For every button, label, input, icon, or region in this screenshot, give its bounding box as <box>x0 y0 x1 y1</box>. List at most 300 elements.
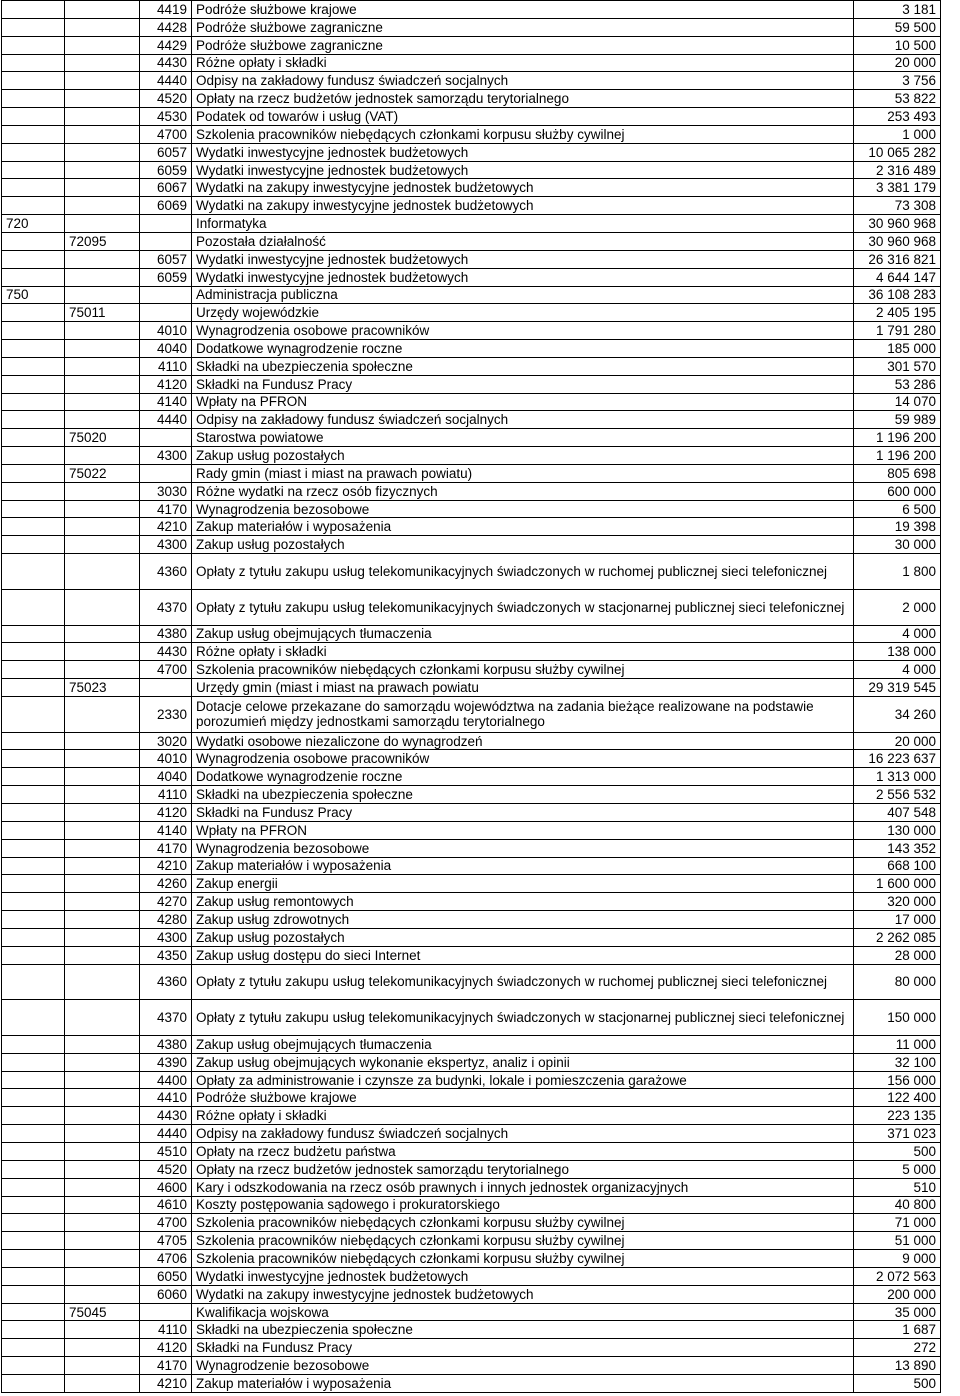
amount-cell: 30 000 <box>854 536 941 554</box>
amount-cell: 4 000 <box>854 625 941 643</box>
description-cell: Wynagrodzenia osobowe pracowników <box>192 750 854 768</box>
paragraf-cell: 4110 <box>140 786 192 804</box>
table-row <box>2 72 941 90</box>
table-row <box>2 1303 941 1321</box>
dzial-cell <box>2 786 65 804</box>
rozdzial-cell <box>65 643 140 661</box>
table-row <box>2 1053 941 1071</box>
description-cell: Zakup usług obejmujących wykonanie ekspertyz, analiz i opinii <box>192 1053 854 1071</box>
amount-cell: 253 493 <box>854 108 941 126</box>
rozdzial-cell <box>65 54 140 72</box>
dzial-cell <box>2 696 65 732</box>
description-cell: Opłaty na rzecz budżetów jednostek samorządu terytorialnego <box>192 90 854 108</box>
amount-cell: 301 570 <box>854 357 941 375</box>
paragraf-cell: 4429 <box>140 36 192 54</box>
table-row <box>2 1160 941 1178</box>
dzial-cell <box>2 1178 65 1196</box>
paragraf-cell <box>140 215 192 233</box>
amount-cell: 59 989 <box>854 411 941 429</box>
description-cell: Wpłaty na PFRON <box>192 821 854 839</box>
rozdzial-cell <box>65 357 140 375</box>
description-cell: Wydatki osobowe niezaliczone do wynagrodzeń <box>192 732 854 750</box>
amount-cell: 200 000 <box>854 1285 941 1303</box>
dzial-cell <box>2 268 65 286</box>
dzial-cell <box>2 1160 65 1178</box>
dzial-cell <box>2 304 65 322</box>
dzial-cell <box>2 429 65 447</box>
paragraf-cell: 4520 <box>140 1160 192 1178</box>
table-row <box>2 232 941 250</box>
description-cell: Składki na Fundusz Pracy <box>192 803 854 821</box>
amount-cell: 320 000 <box>854 893 941 911</box>
table-row <box>2 857 941 875</box>
paragraf-cell <box>140 1303 192 1321</box>
paragraf-cell: 4380 <box>140 625 192 643</box>
amount-cell: 185 000 <box>854 340 941 358</box>
paragraf-cell: 4260 <box>140 875 192 893</box>
description-cell: Zakup usług obejmujących tłumaczenia <box>192 625 854 643</box>
amount-cell: 30 960 968 <box>854 215 941 233</box>
dzial-cell <box>2 768 65 786</box>
dzial-cell <box>2 554 65 590</box>
rozdzial-cell <box>65 768 140 786</box>
paragraf-cell: 4370 <box>140 1000 192 1036</box>
amount-cell: 2 316 489 <box>854 161 941 179</box>
paragraf-cell: 4040 <box>140 768 192 786</box>
rozdzial-cell <box>65 964 140 1000</box>
amount-cell: 3 756 <box>854 72 941 90</box>
description-cell: Różne opłaty i składki <box>192 643 854 661</box>
rozdzial-cell: 75020 <box>65 429 140 447</box>
rozdzial-cell <box>65 1250 140 1268</box>
rozdzial-cell <box>65 1089 140 1107</box>
description-cell: Opłaty z tytułu zakupu usług telekomunikacyjnych świadczonych w ruchomej publicznej sieci telefonicznej <box>192 964 854 1000</box>
paragraf-cell: 4610 <box>140 1196 192 1214</box>
rozdzial-cell <box>65 1053 140 1071</box>
rozdzial-cell <box>65 911 140 929</box>
rozdzial-cell <box>65 18 140 36</box>
description-cell: Opłaty z tytułu zakupu usług telekomunikacyjnych świadczonych w stacjonarnej publicznej sieci telefonicznej <box>192 589 854 625</box>
description-cell: Zakup usług zdrowotnych <box>192 911 854 929</box>
paragraf-cell: 4040 <box>140 340 192 358</box>
amount-cell: 28 000 <box>854 946 941 964</box>
paragraf-cell: 4170 <box>140 1357 192 1375</box>
paragraf-cell: 4010 <box>140 750 192 768</box>
amount-cell: 2 000 <box>854 589 941 625</box>
rozdzial-cell <box>65 268 140 286</box>
paragraf-cell: 4700 <box>140 1214 192 1232</box>
dzial-cell <box>2 518 65 536</box>
dzial-cell <box>2 322 65 340</box>
description-cell: Podróże służbowe krajowe <box>192 1 854 19</box>
rozdzial-cell: 72095 <box>65 232 140 250</box>
paragraf-cell: 4430 <box>140 54 192 72</box>
rozdzial-cell <box>65 340 140 358</box>
paragraf-cell: 6060 <box>140 1285 192 1303</box>
table-row <box>2 875 941 893</box>
description-cell: Opłaty za administrowanie i czynsze za budynki, lokale i pomieszczenia garażowe <box>192 1071 854 1089</box>
description-cell: Odpisy na zakładowy fundusz świadczeń socjalnych <box>192 1125 854 1143</box>
paragraf-cell: 4350 <box>140 946 192 964</box>
amount-cell: 11 000 <box>854 1035 941 1053</box>
dzial-cell <box>2 821 65 839</box>
paragraf-cell: 6067 <box>140 179 192 197</box>
dzial-cell <box>2 54 65 72</box>
description-cell: Składki na ubezpieczenia społeczne <box>192 357 854 375</box>
paragraf-cell: 4440 <box>140 72 192 90</box>
paragraf-cell: 4280 <box>140 911 192 929</box>
dzial-cell <box>2 197 65 215</box>
rozdzial-cell <box>65 928 140 946</box>
paragraf-cell: 4010 <box>140 322 192 340</box>
description-cell: Różne opłaty i składki <box>192 54 854 72</box>
dzial-cell <box>2 1196 65 1214</box>
description-cell: Wydatki inwestycyjne jednostek budżetowych <box>192 268 854 286</box>
table-row <box>2 197 941 215</box>
rozdzial-cell <box>65 661 140 679</box>
dzial-cell <box>2 625 65 643</box>
rozdzial-cell <box>65 732 140 750</box>
rozdzial-cell <box>65 1232 140 1250</box>
paragraf-cell: 6050 <box>140 1267 192 1285</box>
rozdzial-cell <box>65 197 140 215</box>
paragraf-cell: 4706 <box>140 1250 192 1268</box>
table-row <box>2 821 941 839</box>
description-cell: Szkolenia pracowników niebędących członkami korpusu służby cywilnej <box>192 1232 854 1250</box>
description-cell: Urzędy gmin (miast i miast na prawach powiatu <box>192 679 854 697</box>
dzial-cell <box>2 875 65 893</box>
amount-cell: 35 000 <box>854 1303 941 1321</box>
dzial-cell <box>2 1071 65 1089</box>
dzial-cell <box>2 1339 65 1357</box>
table-row <box>2 518 941 536</box>
table-row <box>2 1107 941 1125</box>
dzial-cell <box>2 1125 65 1143</box>
rozdzial-cell <box>65 411 140 429</box>
amount-cell: 3 381 179 <box>854 179 941 197</box>
table-row <box>2 375 941 393</box>
paragraf-cell: 4390 <box>140 1053 192 1071</box>
amount-cell: 29 319 545 <box>854 679 941 697</box>
amount-cell: 1 313 000 <box>854 768 941 786</box>
paragraf-cell: 4120 <box>140 375 192 393</box>
dzial-cell <box>2 393 65 411</box>
table-row <box>2 1250 941 1268</box>
amount-cell: 143 352 <box>854 839 941 857</box>
paragraf-cell: 6069 <box>140 197 192 215</box>
table-row <box>2 1071 941 1089</box>
amount-cell: 156 000 <box>854 1071 941 1089</box>
description-cell: Wydatki inwestycyjne jednostek budżetowych <box>192 250 854 268</box>
table-row <box>2 1143 941 1161</box>
dzial-cell <box>2 750 65 768</box>
rozdzial-cell <box>65 1107 140 1125</box>
rozdzial-cell <box>65 1267 140 1285</box>
table-row <box>2 679 941 697</box>
dzial-cell <box>2 500 65 518</box>
paragraf-cell: 4170 <box>140 839 192 857</box>
paragraf-cell: 4530 <box>140 108 192 126</box>
amount-cell: 805 698 <box>854 464 941 482</box>
description-cell: Administracja publiczna <box>192 286 854 304</box>
amount-cell: 4 000 <box>854 661 941 679</box>
description-cell: Wydatki inwestycyjne jednostek budżetowych <box>192 143 854 161</box>
description-cell: Szkolenia pracowników niebędących członkami korpusu służby cywilnej <box>192 1250 854 1268</box>
paragraf-cell: 4360 <box>140 554 192 590</box>
paragraf-cell: 4419 <box>140 1 192 19</box>
table-row <box>2 125 941 143</box>
amount-cell: 2 556 532 <box>854 786 941 804</box>
amount-cell: 20 000 <box>854 54 941 72</box>
table-row <box>2 1178 941 1196</box>
paragraf-cell: 4510 <box>140 1143 192 1161</box>
dzial-cell: 720 <box>2 215 65 233</box>
amount-cell: 1 600 000 <box>854 875 941 893</box>
dzial-cell <box>2 161 65 179</box>
table-row <box>2 108 941 126</box>
description-cell: Zakup materiałów i wyposażenia <box>192 857 854 875</box>
table-row <box>2 946 941 964</box>
description-cell: Zakup usług remontowych <box>192 893 854 911</box>
table-row <box>2 18 941 36</box>
amount-cell: 138 000 <box>854 643 941 661</box>
amount-cell: 6 500 <box>854 500 941 518</box>
amount-cell: 53 286 <box>854 375 941 393</box>
dzial-cell <box>2 1250 65 1268</box>
paragraf-cell: 4428 <box>140 18 192 36</box>
paragraf-cell: 4270 <box>140 893 192 911</box>
amount-cell: 73 308 <box>854 197 941 215</box>
amount-cell: 5 000 <box>854 1160 941 1178</box>
paragraf-cell: 4210 <box>140 1374 192 1392</box>
table-row <box>2 54 941 72</box>
rozdzial-cell <box>65 893 140 911</box>
paragraf-cell <box>140 232 192 250</box>
table-row <box>2 304 941 322</box>
description-cell: Podatek od towarów i usług (VAT) <box>192 108 854 126</box>
dzial-cell <box>2 482 65 500</box>
dzial-cell: 750 <box>2 286 65 304</box>
rozdzial-cell <box>65 90 140 108</box>
amount-cell: 500 <box>854 1143 941 1161</box>
dzial-cell <box>2 1107 65 1125</box>
amount-cell: 19 398 <box>854 518 941 536</box>
dzial-cell <box>2 911 65 929</box>
amount-cell: 150 000 <box>854 1000 941 1036</box>
dzial-cell <box>2 1143 65 1161</box>
paragraf-cell: 4110 <box>140 1321 192 1339</box>
description-cell: Zakup energii <box>192 875 854 893</box>
rozdzial-cell <box>65 875 140 893</box>
paragraf-cell: 6059 <box>140 268 192 286</box>
rozdzial-cell <box>65 1125 140 1143</box>
table-row <box>2 803 941 821</box>
amount-cell: 51 000 <box>854 1232 941 1250</box>
rozdzial-cell: 75011 <box>65 304 140 322</box>
rozdzial-cell <box>65 946 140 964</box>
table-row <box>2 340 941 358</box>
budget-table-body <box>2 1 941 1393</box>
amount-cell: 59 500 <box>854 18 941 36</box>
table-row <box>2 393 941 411</box>
dzial-cell <box>2 1053 65 1071</box>
dzial-cell <box>2 1267 65 1285</box>
rozdzial-cell <box>65 1357 140 1375</box>
table-row <box>2 143 941 161</box>
amount-cell: 1 196 200 <box>854 429 941 447</box>
rozdzial-cell <box>65 1 140 19</box>
table-row <box>2 1285 941 1303</box>
dzial-cell <box>2 1374 65 1392</box>
paragraf-cell: 6057 <box>140 250 192 268</box>
dzial-cell <box>2 1232 65 1250</box>
dzial-cell <box>2 232 65 250</box>
dzial-cell <box>2 803 65 821</box>
table-row <box>2 554 941 590</box>
amount-cell: 1 800 <box>854 554 941 590</box>
dzial-cell <box>2 447 65 465</box>
table-row <box>2 464 941 482</box>
rozdzial-cell <box>65 1321 140 1339</box>
paragraf-cell: 4170 <box>140 500 192 518</box>
amount-cell: 1 791 280 <box>854 322 941 340</box>
paragraf-cell: 4700 <box>140 125 192 143</box>
rozdzial-cell <box>65 839 140 857</box>
table-row <box>2 911 941 929</box>
amount-cell: 10 500 <box>854 36 941 54</box>
amount-cell: 4 644 147 <box>854 268 941 286</box>
dzial-cell <box>2 357 65 375</box>
dzial-cell <box>2 143 65 161</box>
amount-cell: 130 000 <box>854 821 941 839</box>
table-row <box>2 161 941 179</box>
rozdzial-cell <box>65 215 140 233</box>
description-cell: Opłaty z tytułu zakupu usług telekomunikacyjnych świadczonych w ruchomej publicznej sieci telefonicznej <box>192 554 854 590</box>
amount-cell: 223 135 <box>854 1107 941 1125</box>
dzial-cell <box>2 108 65 126</box>
paragraf-cell: 4440 <box>140 411 192 429</box>
rozdzial-cell <box>65 589 140 625</box>
rozdzial-cell <box>65 1000 140 1036</box>
rozdzial-cell <box>65 1143 140 1161</box>
description-cell: Wydatki inwestycyjne jednostek budżetowych <box>192 161 854 179</box>
dzial-cell <box>2 1285 65 1303</box>
amount-cell: 17 000 <box>854 911 941 929</box>
dzial-cell <box>2 839 65 857</box>
paragraf-cell: 4380 <box>140 1035 192 1053</box>
description-cell: Składki na ubezpieczenia społeczne <box>192 786 854 804</box>
rozdzial-cell: 75022 <box>65 464 140 482</box>
rozdzial-cell <box>65 161 140 179</box>
description-cell: Zakup usług pozostałych <box>192 928 854 946</box>
description-cell: Różne opłaty i składki <box>192 1107 854 1125</box>
table-row <box>2 625 941 643</box>
paragraf-cell: 4210 <box>140 857 192 875</box>
table-row <box>2 1196 941 1214</box>
amount-cell: 26 316 821 <box>854 250 941 268</box>
description-cell: Wpłaty na PFRON <box>192 393 854 411</box>
dzial-cell <box>2 375 65 393</box>
description-cell: Starostwa powiatowe <box>192 429 854 447</box>
table-row <box>2 786 941 804</box>
description-cell: Wydatki inwestycyjne jednostek budżetowych <box>192 1267 854 1285</box>
amount-cell: 14 070 <box>854 393 941 411</box>
paragraf-cell <box>140 304 192 322</box>
paragraf-cell <box>140 429 192 447</box>
dzial-cell <box>2 464 65 482</box>
dzial-cell <box>2 90 65 108</box>
description-cell: Dodatkowe wynagrodzenie roczne <box>192 340 854 358</box>
paragraf-cell: 4430 <box>140 643 192 661</box>
description-cell: Zakup usług obejmujących tłumaczenia <box>192 1035 854 1053</box>
table-row <box>2 357 941 375</box>
dzial-cell <box>2 36 65 54</box>
paragraf-cell: 4300 <box>140 447 192 465</box>
amount-cell: 407 548 <box>854 803 941 821</box>
amount-cell: 3 181 <box>854 1 941 19</box>
dzial-cell <box>2 1 65 19</box>
description-cell: Różne wydatki na rzecz osób fizycznych <box>192 482 854 500</box>
table-row <box>2 839 941 857</box>
budget-table <box>1 0 941 1393</box>
dzial-cell <box>2 946 65 964</box>
rozdzial-cell <box>65 500 140 518</box>
description-cell: Zakup usług pozostałych <box>192 536 854 554</box>
description-cell: Zakup usług dostępu do sieci Internet <box>192 946 854 964</box>
dzial-cell <box>2 1357 65 1375</box>
dzial-cell <box>2 928 65 946</box>
rozdzial-cell <box>65 857 140 875</box>
dzial-cell <box>2 250 65 268</box>
table-row <box>2 643 941 661</box>
table-row <box>2 893 941 911</box>
description-cell: Odpisy na zakładowy fundusz świadczeń socjalnych <box>192 411 854 429</box>
paragraf-cell: 4705 <box>140 1232 192 1250</box>
paragraf-cell: 3030 <box>140 482 192 500</box>
rozdzial-cell <box>65 375 140 393</box>
description-cell: Kary i odszkodowania na rzecz osób prawnych i innych jednostek organizacyjnych <box>192 1178 854 1196</box>
table-row <box>2 750 941 768</box>
description-cell: Składki na Fundusz Pracy <box>192 375 854 393</box>
paragraf-cell: 4430 <box>140 1107 192 1125</box>
amount-cell: 34 260 <box>854 696 941 732</box>
table-row <box>2 768 941 786</box>
amount-cell: 36 108 283 <box>854 286 941 304</box>
description-cell: Składki na ubezpieczenia społeczne <box>192 1321 854 1339</box>
table-row <box>2 411 941 429</box>
table-row <box>2 1321 941 1339</box>
rozdzial-cell <box>65 786 140 804</box>
amount-cell: 371 023 <box>854 1125 941 1143</box>
dzial-cell <box>2 1214 65 1232</box>
amount-cell: 510 <box>854 1178 941 1196</box>
paragraf-cell <box>140 286 192 304</box>
dzial-cell <box>2 661 65 679</box>
description-cell: Szkolenia pracowników niebędących członkami korpusu służby cywilnej <box>192 1214 854 1232</box>
rozdzial-cell <box>65 1214 140 1232</box>
dzial-cell <box>2 536 65 554</box>
rozdzial-cell: 75023 <box>65 679 140 697</box>
paragraf-cell: 4520 <box>140 90 192 108</box>
rozdzial-cell <box>65 1035 140 1053</box>
rozdzial-cell <box>65 518 140 536</box>
table-row <box>2 1339 941 1357</box>
dzial-cell <box>2 179 65 197</box>
paragraf-cell: 4110 <box>140 357 192 375</box>
paragraf-cell: 2330 <box>140 696 192 732</box>
description-cell: Podróże służbowe krajowe <box>192 1089 854 1107</box>
table-row <box>2 1214 941 1232</box>
